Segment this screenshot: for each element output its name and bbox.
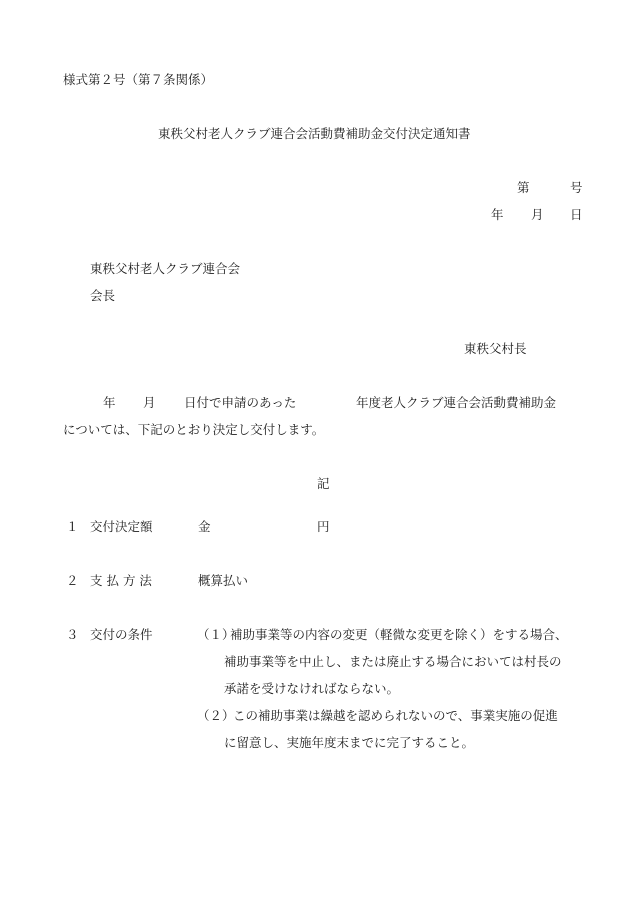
- condition-1-line-2: 補助事業等を中止し、または廃止する場合においては村長の: [224, 654, 562, 669]
- item-2-label: 支 払 方 法: [90, 573, 152, 588]
- date-month: 月: [531, 207, 544, 222]
- ref-go: 号: [570, 180, 583, 195]
- item-1-kin: 金: [198, 519, 211, 534]
- item-1-number: １: [66, 519, 79, 534]
- body-month: 月: [143, 395, 156, 410]
- recipient-org: 東秩父村老人クラブ連合会: [90, 261, 241, 276]
- ki-heading: 記: [317, 476, 330, 491]
- item-1-yen: 円: [317, 519, 330, 534]
- item-3-label: 交付の条件: [90, 627, 153, 642]
- date-day: 日: [570, 207, 583, 222]
- sender-name: 東秩父村長: [464, 341, 527, 356]
- ref-dai: 第: [517, 180, 530, 195]
- date-year: 年: [491, 207, 504, 222]
- body-year: 年: [103, 395, 116, 410]
- document-title: 東秩父村老人クラブ連合会活動費補助金交付決定通知書: [158, 126, 471, 141]
- condition-2-line-1: この補助事業は繰越を認められないので、事業実施の促進: [233, 708, 558, 723]
- item-1-label: 交付決定額: [90, 519, 153, 534]
- condition-2-line-2: に留意し、実施年度末までに完了すること。: [224, 735, 475, 750]
- form-label: 様式第２号（第７条関係）: [63, 72, 214, 87]
- condition-1-mark: （１）: [197, 627, 235, 642]
- body-day-text: 日付で申請のあった: [184, 395, 297, 410]
- item-3-number: ３: [66, 627, 79, 642]
- body-line2: については、下記のとおり決定し交付します。: [63, 422, 325, 437]
- condition-1-line-1: 補助事業等の内容の変更（軽微な変更を除く）をする場合、: [230, 627, 568, 642]
- condition-2-mark: （２）: [197, 708, 235, 723]
- item-2-value: 概算払い: [198, 573, 249, 588]
- item-2-number: ２: [66, 573, 79, 588]
- recipient-title: 会長: [90, 288, 116, 303]
- condition-1-line-3: 承諾を受けなければならない。: [224, 681, 400, 696]
- body-subsidy: 年度老人クラブ連合会活動費補助金: [356, 395, 557, 410]
